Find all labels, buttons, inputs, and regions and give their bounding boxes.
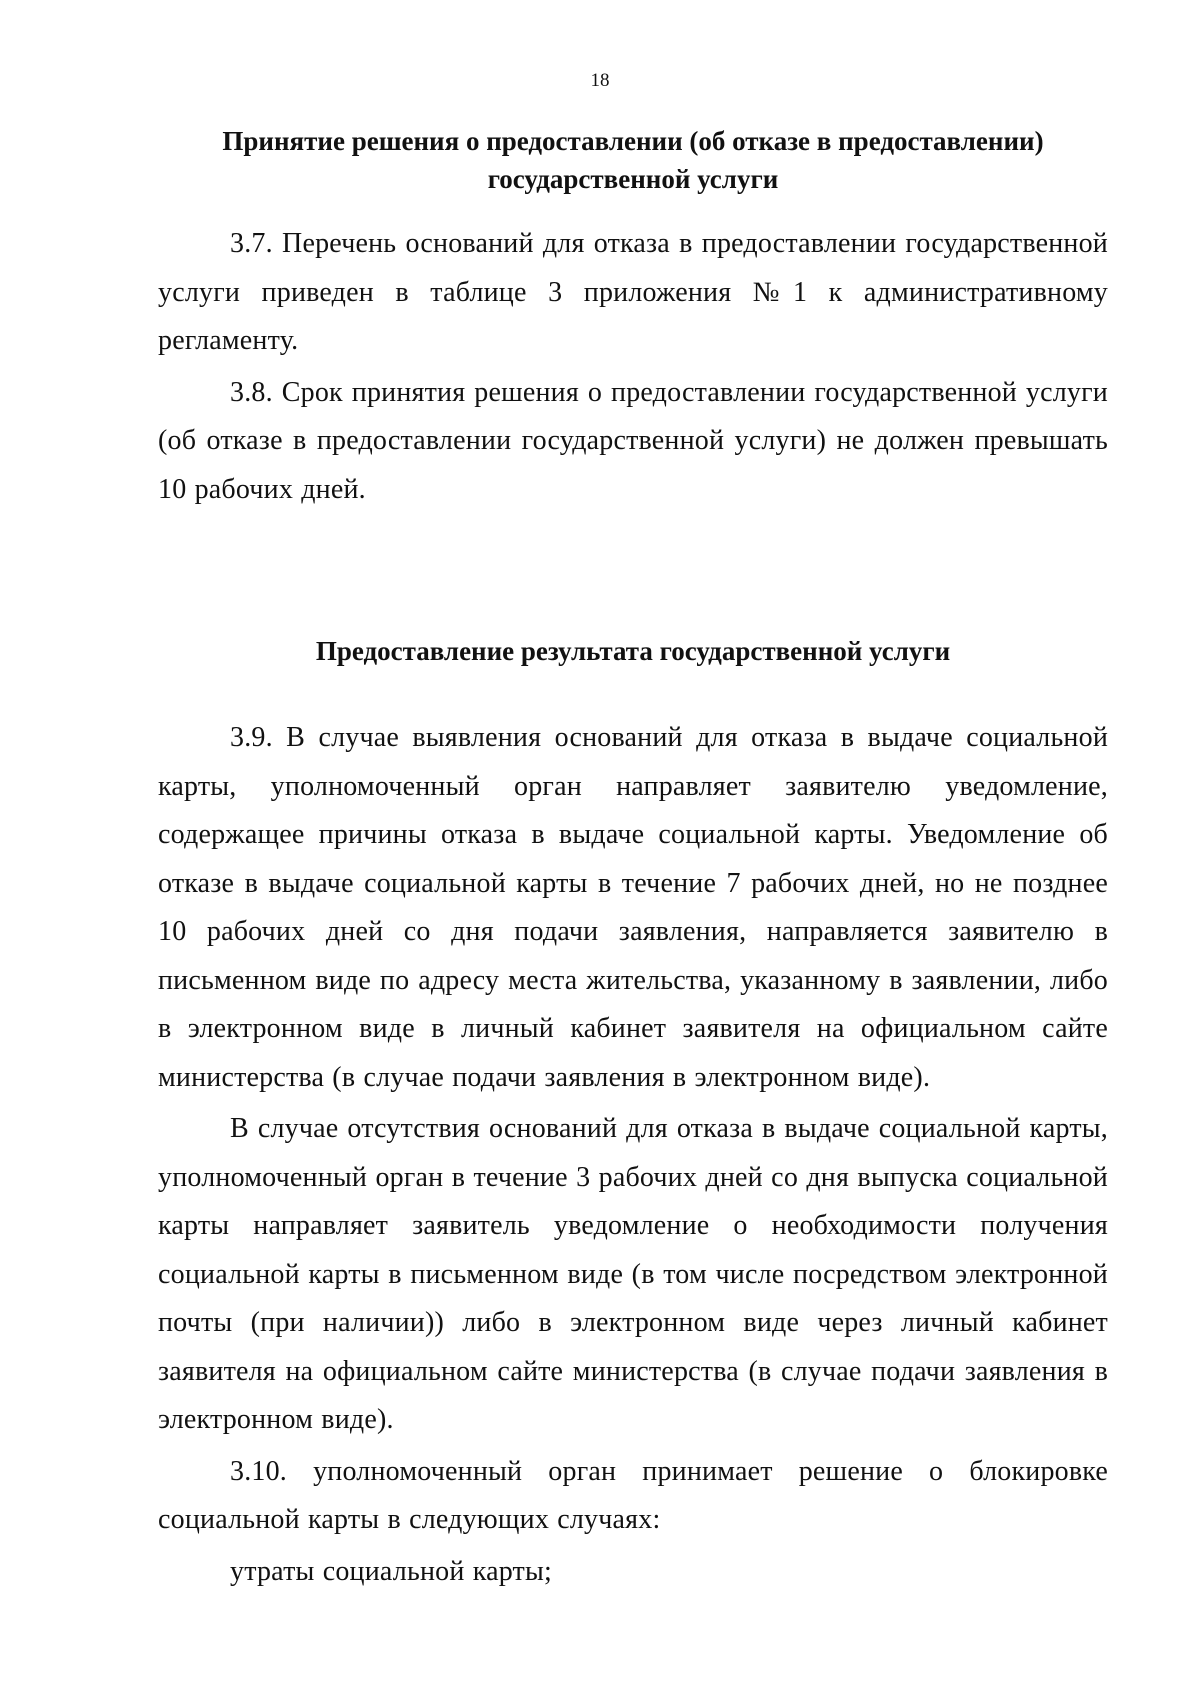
paragraph-3-10: 3.10. уполномоченный орган принимает решение о блокировке социальной карты в следующих случаях: [158, 1455, 1108, 1535]
list-item-card-loss: утраты социальной карты; [230, 1555, 552, 1587]
paragraph-3-7: 3.7. Перечень оснований для отказа в предоставлении государственной услуги приведен в таблице 3 приложения №1 к административному регламенту. [158, 228, 1108, 356]
section-heading-result: Предоставление результата государственной услуги [315, 636, 951, 666]
section-heading-decision-line1: Принятие решения о предоставлении (об отказе в предоставлении) [222, 126, 1044, 156]
paragraph-3-8: 3.8. Срок принятия решения о предоставлении государственной услуги (об отказе в предоставлении государственной услуги) не должен превышать 10 рабочих дней. [158, 376, 1108, 505]
section-heading-decision [158, 122, 1108, 198]
document-body [158, 122, 1108, 1599]
paragraph-3-9: 3.9. В случае выявления оснований для отказа в выдаче социальной карты, уполномоченный орган направляет заявителю уведомление, содержащее причины отказа в выдаче социальной карты. Уведомление об отказе в выдаче социальной карты в течение 7 рабочих дней, но не позднее 10 рабочих дней со дня подачи заявления, направляется заявителю в письменном виде по адресу места жительства, указанному в заявлении, либо в электронном виде в личный кабинет заявителя на официальном сайте министерства (в случае подачи заявления в электронном виде). [158, 722, 1108, 1093]
section-heading-decision-line2: государственной услуги [487, 164, 779, 194]
page-number: 18 [590, 70, 610, 91]
paragraph-no-refusal: В случае отсутствия оснований для отказа в выдаче социальной карты, уполномоченный орган в течение 3 рабочих дней со дня выпуска социальной карты направляет заявитель уведомление о необходимости получения социальной карты в письменном виде (в том числе посредством электронной почты (при наличии)) либо в электронном виде через личный кабинет заявителя на официальном сайте министерства (в случае подачи заявления в электронном виде). [158, 1113, 1108, 1435]
